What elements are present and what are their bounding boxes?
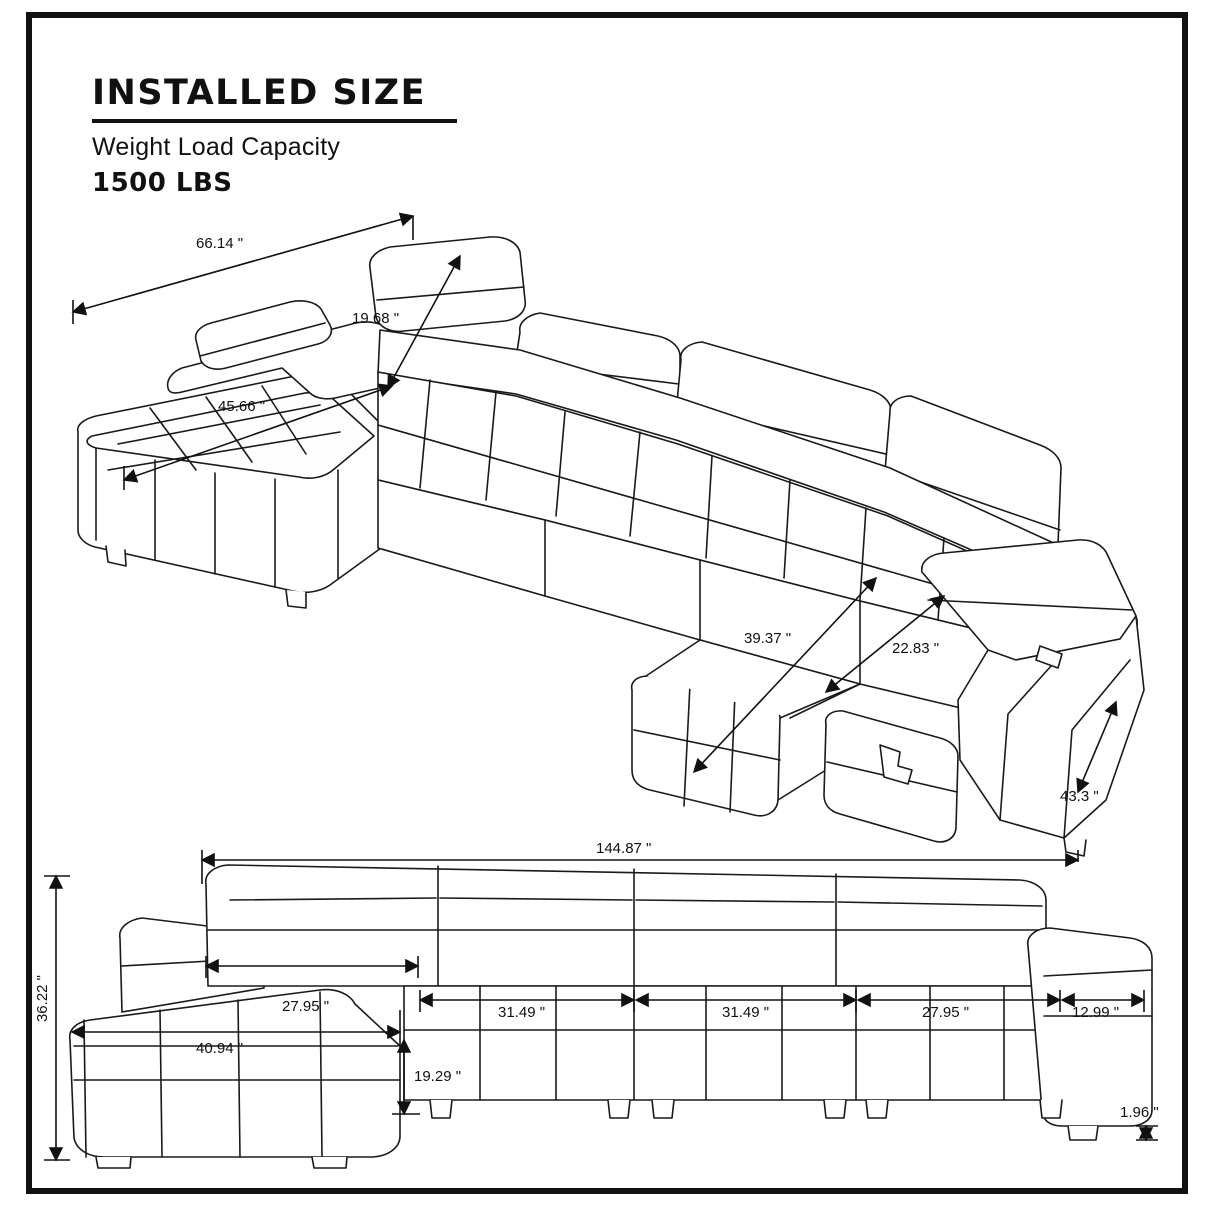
dimension-seat-height: 19.29 " <box>414 1068 462 1085</box>
dimension-recliner-extension: 39.37 " <box>744 630 792 647</box>
dimension-seat-width-right: 22.83 " <box>892 640 940 657</box>
subtitle: Weight Load Capacity <box>92 132 341 161</box>
dimension-overall-depth-left: 66.14 " <box>196 235 244 252</box>
dimension-arm-depth-right: 43.3 " <box>1060 788 1099 805</box>
dimension-overall-width: 144.87 " <box>596 840 652 857</box>
dimension-headrest-depth: 19.68 " <box>352 310 400 327</box>
dimension-seat-three-width: 27.95 " <box>922 1004 970 1021</box>
dimension-chaise-seat-width: 27.95 " <box>282 998 330 1015</box>
dimension-leg-height: 1.96 " <box>1120 1104 1159 1121</box>
dimension-chaise-depth: 45.66 " <box>218 398 266 415</box>
dimension-chaise-length: 40.94 " <box>196 1040 244 1057</box>
page-title: INSTALLED SIZE <box>92 73 427 113</box>
dimension-overall-height: 36.22 " <box>34 975 51 1023</box>
dimension-seat-one-width: 31.49 " <box>498 1004 546 1021</box>
weight-capacity-value: 1500 LBS <box>92 167 233 198</box>
dimension-arm-width: 12.99 " <box>1072 1004 1120 1021</box>
dimension-seat-two-width: 31.49 " <box>722 1004 770 1021</box>
